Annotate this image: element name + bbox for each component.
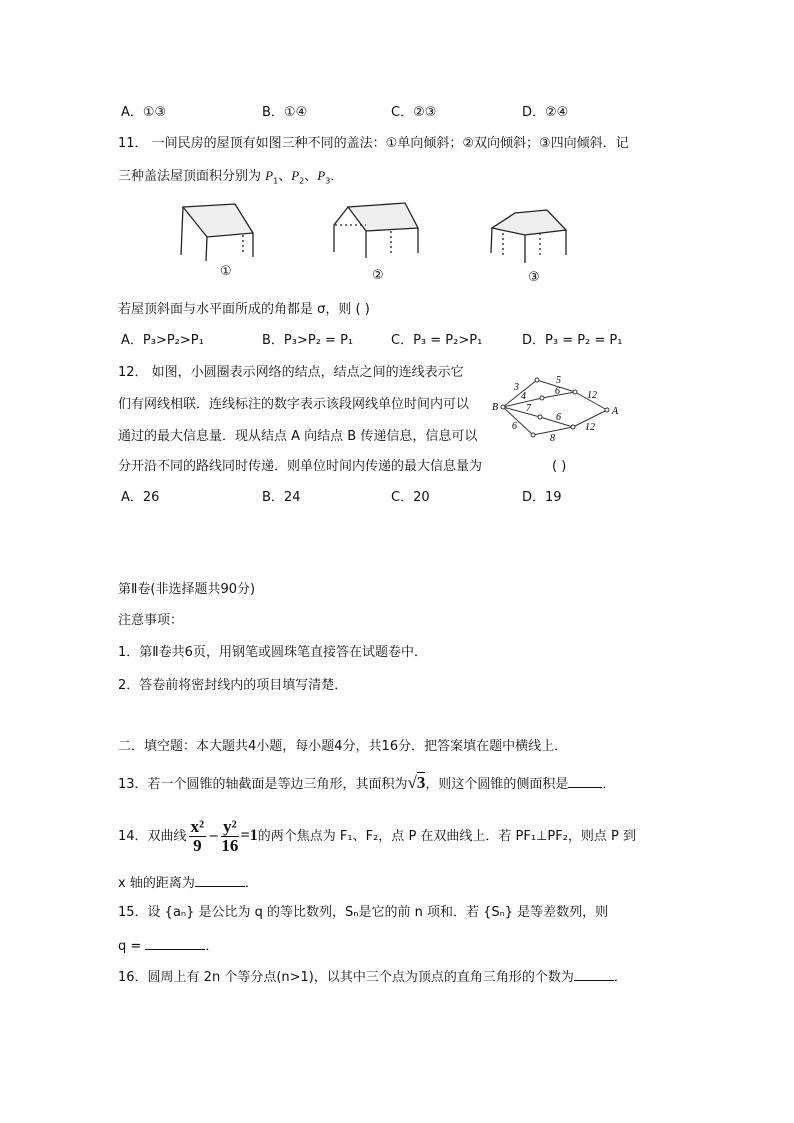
- section2-heading: 二．填空题：本大题共4小题，每小题4分，共16分．把答案填在题中横线上．: [118, 739, 568, 754]
- q11-line3: 若屋顶斜面与水平面所成的角都是 σ，则 ( ): [118, 302, 370, 317]
- figure-label-2: ②: [372, 268, 384, 283]
- q11-line2-text: 三种盖法屋顶面积分别为: [118, 169, 266, 184]
- q11-option-c: C．P₃ = P₂>P₁: [391, 333, 483, 348]
- q15-line1: 15．设 {aₙ} 是公比为 q 的等比数列，Sₙ是它的前 n 项和．若 {Sₙ} 是等差数列，则: [118, 905, 609, 920]
- q10-option-c: C．②③: [391, 105, 437, 120]
- q12-answer-bracket: ( ): [552, 459, 567, 474]
- fraction-y2-16: [221, 818, 239, 855]
- numerator: y²: [223, 817, 237, 836]
- q12-option-b: B．24: [262, 490, 301, 505]
- edge-label: 12: [587, 390, 597, 401]
- q10-option-d: D．②④: [522, 105, 569, 120]
- equals-one: =1: [240, 827, 258, 844]
- q13-prefix: 13．若一个圆锥的轴截面是等边三角形，其面积为: [118, 777, 408, 792]
- q16-text: 16．圆周上有 2n 个等分点(n>1)，以其中三个点为顶点的直角三角形的个数为: [118, 970, 574, 985]
- q16-answer-blank[interactable]: [574, 968, 614, 981]
- roof-figures: [170, 195, 650, 295]
- q10-option-a: A．①③: [121, 105, 167, 120]
- edge-label: 6: [512, 421, 517, 432]
- q12-line4: 分开沿不同的路线同时传递．则单位时间内传递的最大信息量为: [118, 459, 483, 474]
- edge-label: 6: [555, 386, 560, 397]
- q14-line2: x 轴的距离为 ．: [118, 876, 258, 891]
- q12-option-d: D．19: [522, 490, 562, 505]
- q12-line1: 12． 如图，小圆圈表示网络的结点，结点之间的连线表示它: [118, 365, 464, 380]
- q15-answer-blank[interactable]: [145, 937, 205, 950]
- sqrt-3: √3: [407, 773, 426, 792]
- denominator: 16: [221, 836, 239, 855]
- edge-label: 7: [526, 403, 531, 414]
- notes-heading: 注意事项：: [118, 613, 184, 628]
- q11-option-d: D．P₃ = P₂ = P₁: [522, 333, 623, 348]
- q11-option-a: A．P₃>P₂>P₁: [121, 333, 204, 348]
- fraction-x2-9: [189, 818, 207, 855]
- q14-prefix: 14．双曲线: [118, 829, 187, 844]
- q14-suffix: 的两个焦点为 F₁、F₂，点 P 在双曲线上．若 PF₁⊥PF₂，则点 P 到: [257, 829, 637, 844]
- part2-title: 第Ⅱ卷(非选择题共90分): [118, 582, 256, 597]
- q12-option-a: A．26: [121, 490, 160, 505]
- edge-label: 12: [585, 422, 595, 433]
- numerator: x²: [190, 817, 205, 836]
- q15-line2: q = ．: [118, 939, 219, 954]
- edge-label: 3: [514, 382, 519, 393]
- note-1: 1．第Ⅱ卷共6页，用钢笔或圆珠笔直接答在试题卷中．: [118, 645, 427, 660]
- denominator: 9: [193, 836, 202, 855]
- q12-line2: 们有网线相联．连线标注的数字表示该段网线单位时间内可以: [118, 397, 470, 412]
- figure-label-1: ①: [220, 264, 232, 279]
- q11-line2: 三种盖法屋顶面积分别为 $P_1$、$P_2$、$P_3$．: [118, 168, 344, 186]
- q14-line2-text: x 轴的距离为: [118, 876, 195, 891]
- note-2: 2．答卷前将密封线内的项目填写清楚．: [118, 678, 348, 693]
- radicand: 3: [416, 773, 426, 792]
- edge-label: 6: [556, 412, 561, 423]
- q15-line2-text: q =: [118, 939, 146, 954]
- node-a-label: A: [612, 406, 619, 417]
- q11-line1: 11． 一间民房的屋顶有如图三种不同的盖法：①单向倾斜；②双向倾斜；③四向倾斜．记: [118, 136, 629, 151]
- edge-label: 4: [521, 391, 526, 402]
- q12-option-c: C．20: [391, 490, 430, 505]
- q11-option-b: B．P₃>P₂ = P₁: [262, 333, 354, 348]
- figure-label-3: ③: [528, 270, 540, 285]
- network-diagram: [490, 370, 630, 445]
- q13-answer-blank[interactable]: [568, 775, 602, 788]
- q12-line3: 通过的最大信息量．现从结点 A 向结点 B 传递信息，信息可以: [118, 429, 478, 444]
- edge-label: 8: [550, 433, 555, 444]
- q14-line1: 14．双曲线 $\frac{\text{x²}}{9}$ − $\frac{\text{y²}}{16}$ =1的两个焦点为 F₁、F₂，点 P 在双曲线上．若 PF₁⊥PF₂，则点 P 到: [118, 817, 637, 855]
- edge-label: 5: [556, 375, 561, 386]
- q10-option-b: B．①④: [262, 105, 308, 120]
- node-b-label: B: [492, 402, 499, 413]
- q14-answer-blank[interactable]: [195, 874, 245, 887]
- q13: 13．若一个圆锥的轴截面是等边三角形，其面积为√3，则这个圆锥的侧面积是 ．: [118, 773, 616, 792]
- q16: 16．圆周上有 2n 个等分点(n>1)，以其中三个点为顶点的直角三角形的个数为 ．: [118, 970, 627, 985]
- q13-suffix: ，则这个圆锥的侧面积是: [425, 777, 569, 792]
